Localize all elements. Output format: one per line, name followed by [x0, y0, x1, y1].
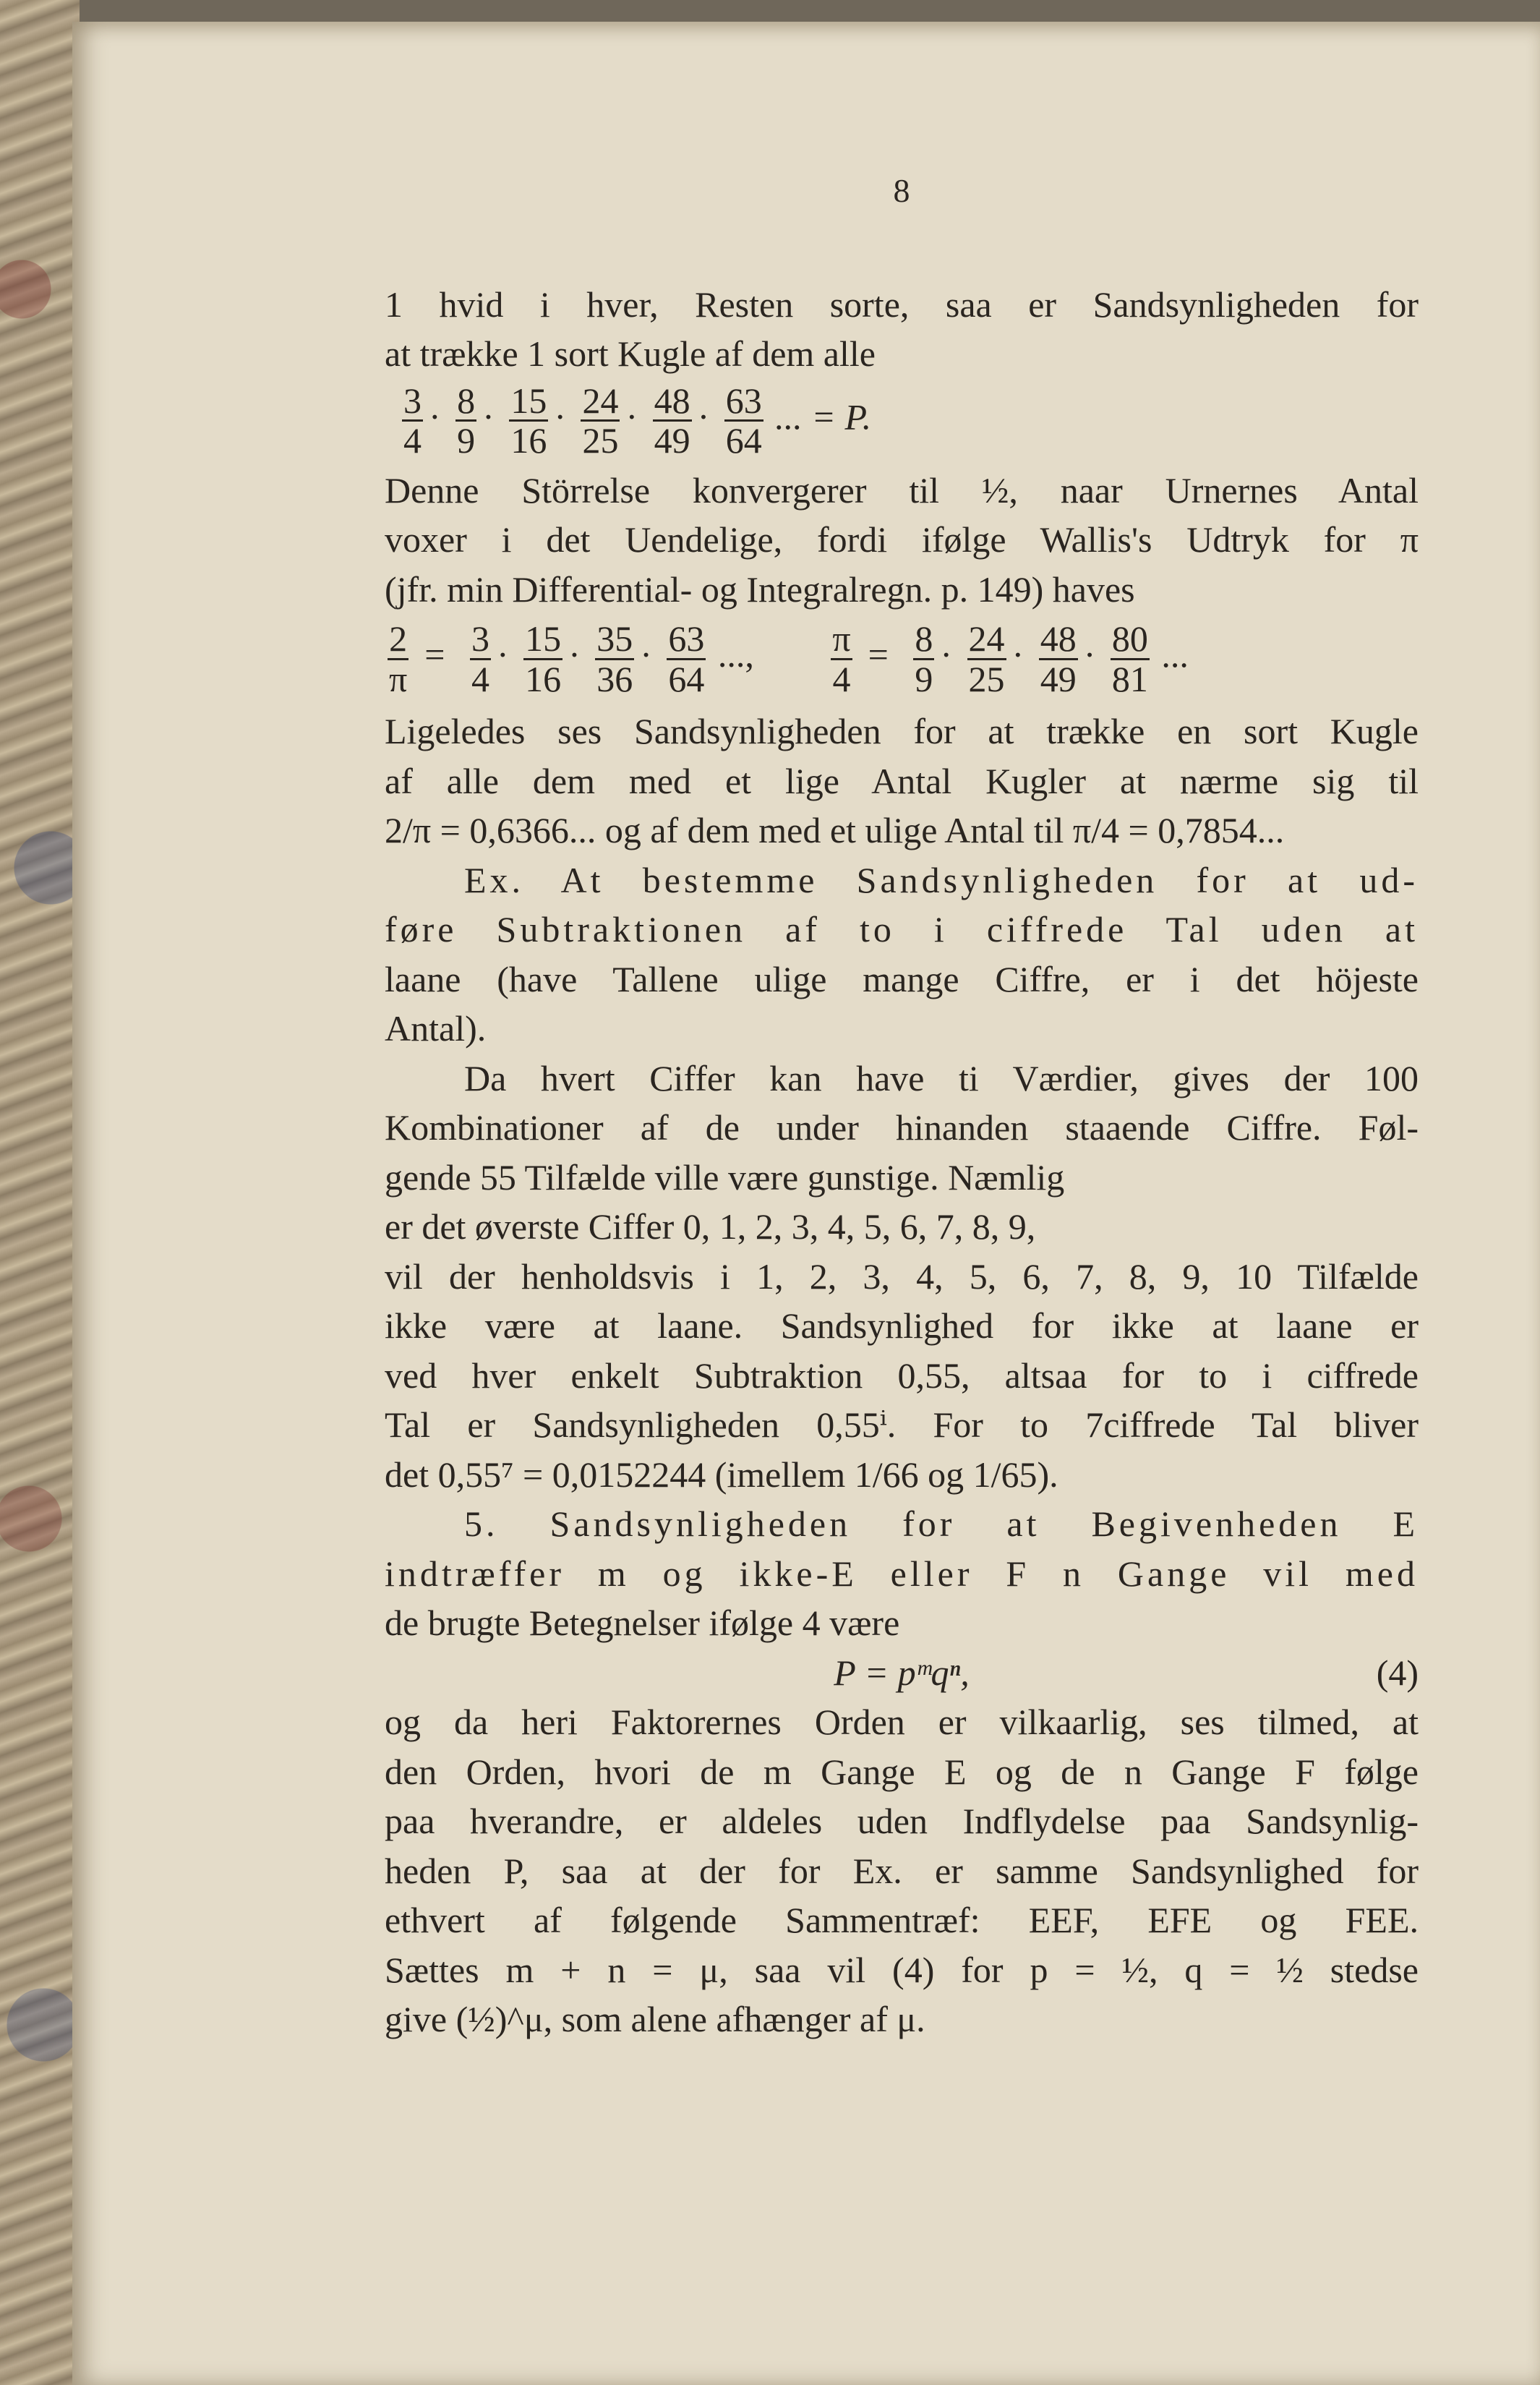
fraction: $\frac{24}{25}$ [968, 618, 1005, 699]
text-line: Kombinationer af de under hinanden staaende Ciffre. Føl- [385, 1107, 1419, 1148]
text-line: ikke være at laane. Sandsynlighed for ikke at laane er [385, 1305, 1419, 1346]
text-line: 1 hvid i hver, Resten sorte, saa er Sandsynligheden for [385, 283, 1419, 325]
text-line: ved hver enkelt Subtraktion 0,55, altsaa for to i ciffrede [385, 1354, 1419, 1396]
fraction: $\frac{80}{81}$ [1111, 618, 1148, 699]
text-line: den Orden, hvori de m Gange E og de n Gange F følge [385, 1751, 1419, 1792]
text-line: laane (have Tallene ulige mange Ciffre, er i det höjeste [385, 958, 1419, 999]
text-line: Ligeledes ses Sandsynligheden for at trække en sort Kugle [385, 711, 1419, 751]
equation-4 [385, 1648, 1419, 1698]
page-text-block [385, 166, 1419, 2044]
equation-tail: ... = P. [775, 396, 872, 437]
equation-separator: ..., [717, 634, 754, 675]
marbled-binding-pattern [0, 0, 80, 2385]
fraction: $\frac{63}{64}$ [725, 380, 762, 461]
text-line: og da heri Faktorernes Orden er vilkaarlig, ses tilmed, at [385, 1702, 1419, 1742]
text-line: at trække 1 sort Kugle af dem alle [385, 333, 876, 374]
fraction: $\frac{48}{49}$ [654, 380, 690, 461]
fraction: $\frac{8}{9}$ [457, 380, 476, 461]
text-line: Da hvert Ciffer kan have ti Værdier, gives der 100 [464, 1057, 1419, 1098]
text-line: vil der henholdsvis i 1, 2, 3, 4, 5, 6, 7, 8, 9, 10 Tilfælde [385, 1255, 1419, 1297]
text-line: indtræffer m og ikke-E eller F n Gange vil med [385, 1553, 1419, 1594]
text-line: Sættes m + n = μ, saa vil (4) for p = ½, q = ½ stedse [385, 1949, 1419, 1990]
equation-formula: P = pᵐqⁿ, [834, 1652, 970, 1693]
equation-wallis: $\frac{2}{\pi}$ = $\frac{3}{4}$ · $\frac{15}{16}$ · $\frac{35}{36}$ · $\frac{63}{64}$ ..., $\frac{\pi}{4}$ = $\frac{8}{9}$ · $\frac{24}{25}$ · $\frac{48}{49}$ · $\frac{80}{81}$ ... [389, 618, 1189, 699]
fraction: $\frac{24}{25}$ [582, 380, 619, 461]
equation-number: (4) [1376, 1652, 1419, 1693]
text-line: ethvert af følgende Sammentræf: EEF, EFE og FEE. [385, 1900, 1419, 1940]
fraction: $\frac{48}{49}$ [1040, 618, 1077, 699]
text-line: paa hverandre, er aldeles uden Indflydelse paa Sandsynlig- [385, 1801, 1419, 1841]
text-line: heden P, saa at der for Ex. er samme Sandsynlighed for [385, 1850, 1419, 1891]
text-line: Denne Störrelse konvergerer til ½, naar Urnernes Antal [385, 469, 1419, 511]
fraction: $\frac{63}{64}$ [668, 618, 705, 699]
text-line: af alle dem med et lige Antal Kugler at nærme sig til [385, 760, 1419, 801]
text-line: give (½)^μ, som alene afhænger af μ. [385, 1999, 925, 2039]
fraction: $\frac{\pi}{4}$ [832, 618, 851, 699]
text-line: Tal er Sandsynligheden 0,55ⁱ. For to 7ciffrede Tal bliver [385, 1404, 1419, 1445]
fraction: $\frac{3}{4}$ [471, 618, 489, 699]
fraction: $\frac{35}{36}$ [596, 618, 633, 699]
text-line: føre Subtraktionen af to i ciffrede Tal uden at [385, 909, 1419, 950]
text-line: Antal). [385, 1008, 487, 1049]
text-line: (jfr. min Differential- og Integralregn. p. 149) haves [385, 568, 1135, 610]
section-heading-line: 5. Sandsynligheden for at Begivenheden E [464, 1503, 1419, 1544]
fraction: $\frac{15}{16}$ [525, 618, 562, 699]
text-line-inline-math: 2/π = 0,6366... og af dem med et ulige Antal til π/4 = 0,7854... [385, 810, 1285, 850]
book-page [72, 22, 1540, 2385]
fraction: $\frac{3}{4}$ [403, 380, 422, 461]
equation-product-p: $\frac{3}{4}$ · $\frac{8}{9}$ · $\frac{15}{16}$ · $\frac{24}{25}$ · $\frac{48}{49}$ · $\frac{63}{64}$ ... = P. [403, 380, 872, 461]
fraction: $\frac{8}{9}$ [915, 618, 933, 699]
text-line: gende 55 Tilfælde ville være gunstige. Næmlig [385, 1156, 1065, 1198]
text-line: det 0,55⁷ = 0,0152244 (imellem 1/66 og 1/65). [385, 1454, 1058, 1495]
text-line: er det øverste Ciffer 0, 1, 2, 3, 4, 5, 6, 7, 8, 9, [385, 1206, 1036, 1247]
fraction: $\frac{2}{\pi}$ [389, 618, 408, 699]
text-line: Ex. At bestemme Sandsynligheden for at ud- [464, 859, 1419, 900]
equation-tail: ... [1161, 634, 1189, 675]
text-line: de brugte Betegnelser ifølge 4 være [385, 1603, 900, 1643]
fraction: $\frac{15}{16}$ [510, 380, 547, 461]
text-line: voxer i det Uendelige, fordi ifølge Wallis's Udtryk for π [385, 519, 1419, 560]
page-number: 8 [893, 172, 910, 209]
